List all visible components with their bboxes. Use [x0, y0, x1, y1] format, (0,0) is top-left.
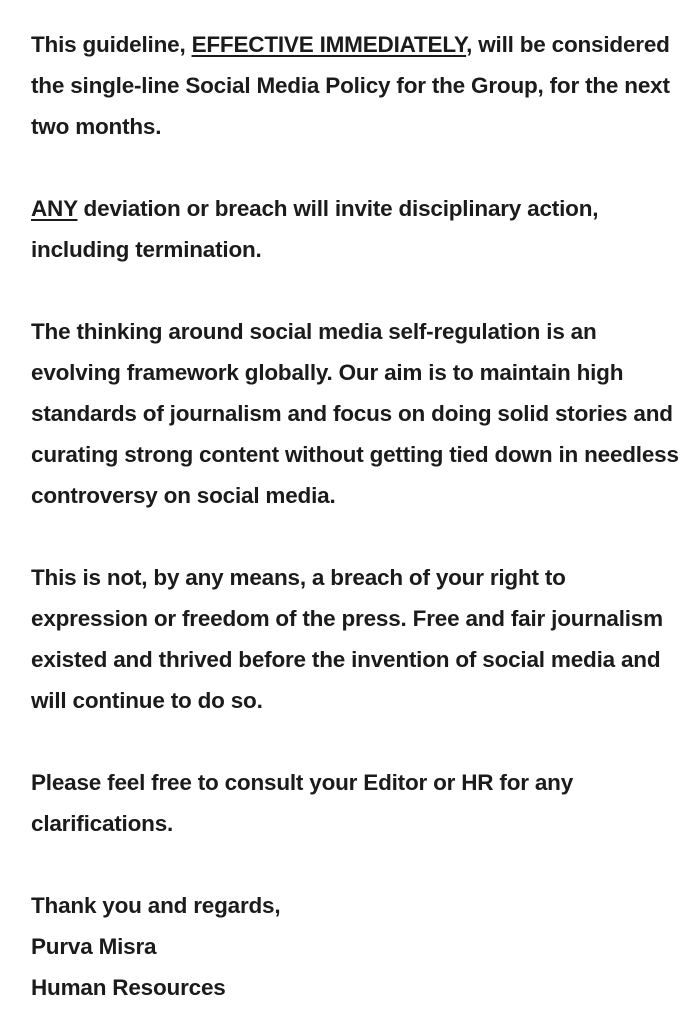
any-emphasis: ANY — [31, 196, 78, 221]
paragraph-lead-text: This guideline, — [31, 32, 192, 57]
paragraph-effective-policy — [31, 24, 681, 147]
signature-block — [31, 885, 681, 1008]
signer-department: Human Resources — [31, 975, 226, 1000]
signer-name: Purva Misra — [31, 934, 157, 959]
effective-immediately-emphasis: EFFECTIVE IMMEDIATELY — [191, 32, 467, 57]
paragraph-consult-editor: Please feel free to consult your Editor or HR for any clarifications. — [31, 770, 574, 836]
deviation-text: deviation or breach will invite disciplinary action, including termination. — [31, 196, 599, 262]
policy-document — [31, 24, 681, 1008]
paragraph-deviation-warning — [31, 188, 681, 270]
paragraph-policy-text: , will be considered the single-line Social Media Policy for the Group, for the next two months. — [31, 32, 670, 139]
paragraph-self-regulation: The thinking around social media self-regulation is an evolving framework globally. Our aim is to maintain high standards of journalism and focus on doing solid stories and curating strong content without getting tied down in needless controversy on social media. — [31, 319, 679, 508]
paragraph-freedom-of-press: This is not, by any means, a breach of your right to expression or freedom of the press. Free and fair journalism existed and thrived before the invention of social media and will continue to do so. — [31, 565, 663, 713]
closing-line: Thank you and regards, — [31, 893, 281, 918]
